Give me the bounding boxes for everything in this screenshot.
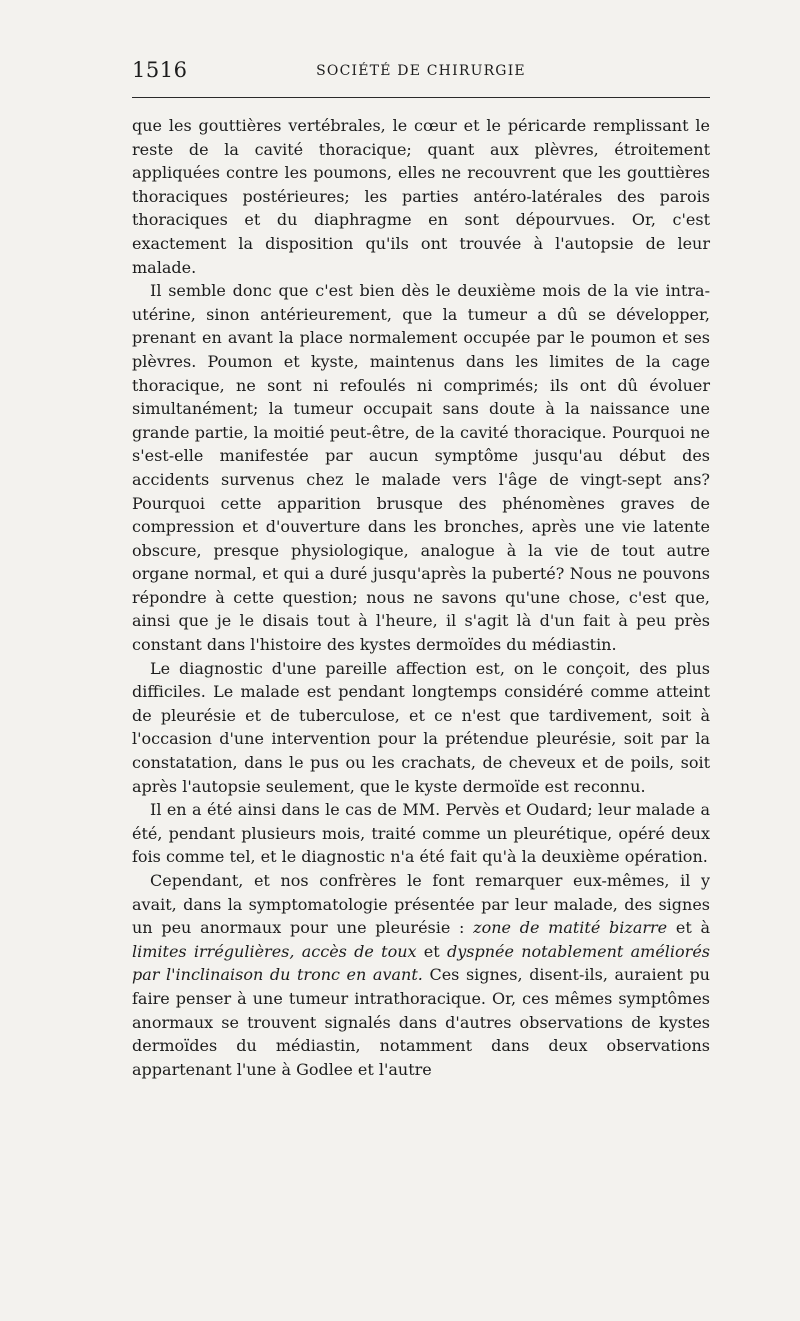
italic-phrase: zone de matité bizarre: [473, 918, 668, 938]
paragraph-text: et: [416, 941, 447, 961]
italic-phrase: limites irrégulières, accès de toux: [132, 941, 417, 961]
paragraph: Il en a été ainsi dans le cas de MM. Pervès et Oudard; leur malade a été, pendant plusieurs mois, traité comme un pleurétique, opéré deux fois comme tel, et le diagnostic n'a été fait qu'à la deuxième opération.: [132, 800, 710, 867]
page-header: [132, 58, 710, 88]
paragraph: Il semble donc que c'est bien dès le deuxième mois de la vie intra-utérine, sinon antérieurement, que la tumeur a dû se développer, prenant en avant la place normalement occupée par le poumon et ses plèvres. Poumon et kyste, maintenus dans les limites de la cage thoracique, ne sont ni refoulés ni comprimés; ils ont dû évoluer simultanément; la tumeur occupait sans doute à la naissance une grande partie, la moitié peut-être, de la cavité thoracique. Pourquoi ne s'est-elle manifestée par aucun symptôme jusqu'au début des accidents survenus chez le malade vers l'âge de vingt-sept ans? Pourquoi cette apparition brusque des phénomènes graves de compression et d'ouverture dans les bronches, après une vie latente obscure, presque physiologique, analogue à la vie de tout autre organe normal, et qui a duré jusqu'après la puberté? Nous ne pouvons répondre à cette question; nous ne savons qu'une chose, c'est que, ainsi que je le disais tout à l'heure, il s'agit là d'un fait à peu près constant dans l'histoire des kystes dermoïdes du médiastin.: [132, 281, 710, 655]
paragraph-text: Ces signes, disent-ils, auraient pu faire penser à une tumeur intrathoracique. Or, ces mêmes symptômes anormaux se trouvent signalés dans d'autres observations de kystes dermoïdes du médiastin, notamment dans deux observations appartenant l'une à Godlee et l'autre: [132, 965, 710, 1079]
italic-phrase: dyspnée notablement améliorés par l'inclinaison du tronc en avant.: [132, 941, 710, 985]
paragraph-text: et à: [667, 918, 710, 938]
paragraph: Le diagnostic d'une pareille affection est, on le conçoit, des plus difficiles. Le malade est pendant longtemps considéré comme atteint de pleurésie et de tuberculose, et ce n'est que tardivement, soit à l'occasion d'une intervention pour la prétendue pleurésie, soit par la constatation, dans le pus ou les crachats, de cheveux et de poils, soit après l'autopsie seulement, que le kyste dermoïde est reconnu.: [132, 658, 710, 796]
paragraph: [132, 869, 710, 1081]
paragraph: que les gouttières vertébrales, le cœur et le péricarde remplissant le reste de la cavité thoracique; quant aux plèvres, étroitement appliquées contre les poumons, elles ne recouvrent que les gouttières thoraciques postérieures; les parties antéro-latérales des parois thoraciques et du diaphragme en sont dépourvues. Or, c'est exactement la disposition qu'ils ont trouvée à l'autopsie de leur malade.: [132, 116, 710, 277]
running-title: SOCIÉTÉ DE CHIRURGIE: [316, 63, 526, 79]
paragraph-text: Cependant, et nos confrères le font remarquer eux-mêmes, il y avait, dans la symptomatologie présentée par leur malade, des signes un peu anormaux pour une pleurésie :: [132, 871, 710, 938]
header-rule: [132, 97, 710, 98]
body-text: [132, 114, 710, 1081]
page-number: 1516: [132, 58, 188, 82]
